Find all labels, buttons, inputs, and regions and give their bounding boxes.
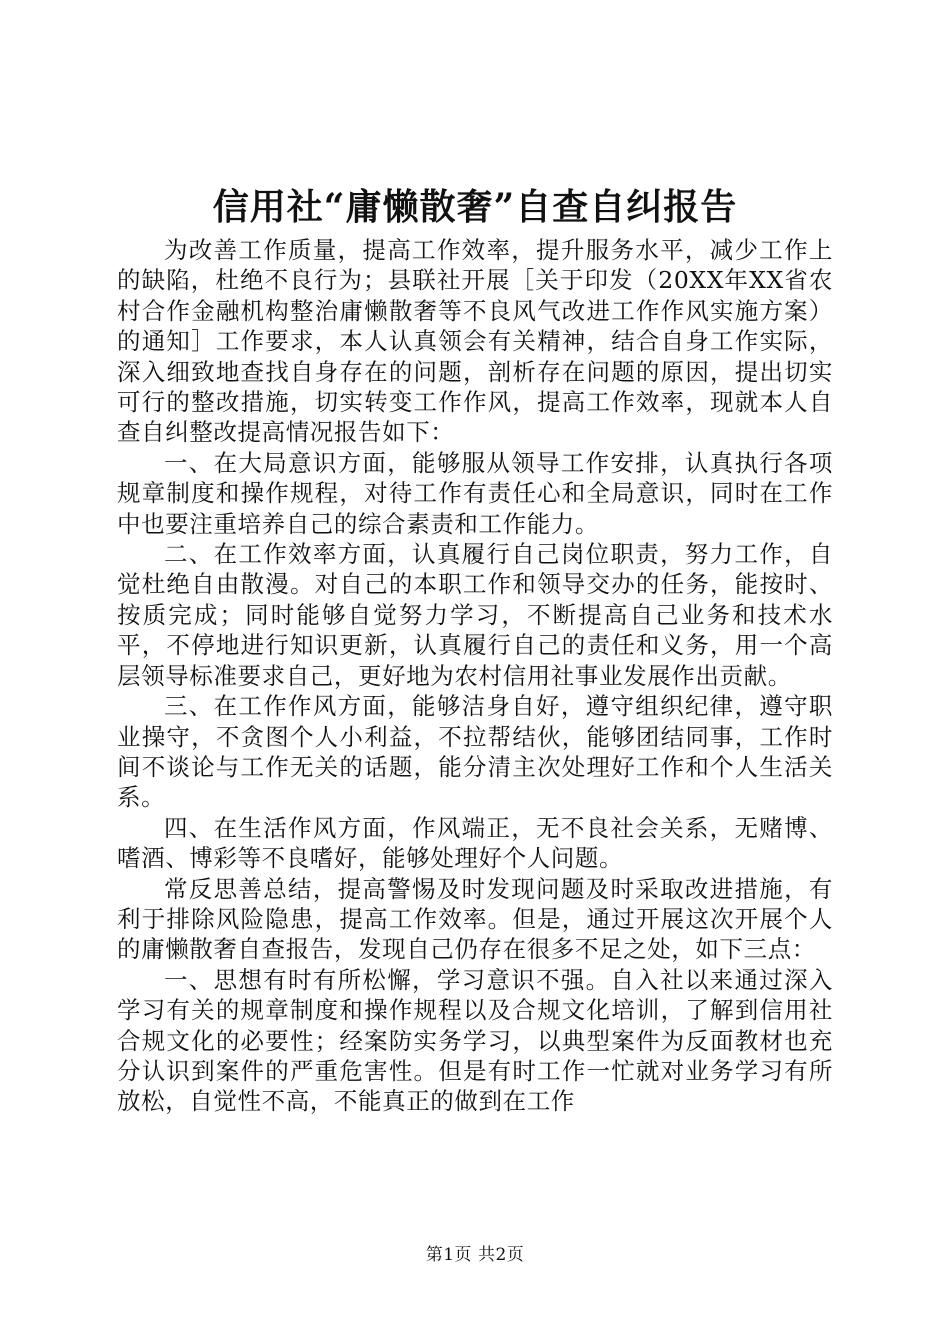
paragraph-work-efficiency: 二、在工作效率方面，认真履行自己岗位职责，努力工作，自觉杜绝自由散漫。对自己的本职工作和领导交办的任务，能按时、按质完成；同时能够自觉努力学习，不断提高自己业务和技术水平，不停地进行知识更新，认真履行自己的责任和义务，用一个高层领导标准要求自己，更好地为农村信用社事业发展作出贡献。 (117, 540, 833, 690)
paragraph-reflection: 常反思善总结，提高警惕及时发现问题及时采取改进措施，有利于排除风险隐患，提高工作效率。但是，通过开展这次开展个人的庸懒散奢自查报告，发现自己仍存在很多不足之处，如下三点： (117, 874, 833, 964)
document-body (117, 235, 833, 1117)
paragraph-work-style: 三、在工作作风方面，能够洁身自好，遵守组织纪律，遵守职业操守，不贪图个人小利益，不拉帮结伙，能够团结同事，工作时间不谈论与工作无关的话题，能分清主次处理好工作和个人生活关系。 (117, 692, 833, 812)
paragraph-shortcoming-1: 一、思想有时有所松懈，学习意识不强。自入社以来通过深入学习有关的规章制度和操作规程以及合规文化培训，了解到信用社合规文化的必要性；经案防实务学习，以典型案件为反面教材也充分认识到案件的严重危害性。但是有时工作一忙就对业务学习有所放松，自觉性不高，不能真正的做到在工作 (117, 965, 833, 1116)
page-number-footer: 第1页 共2页 (425, 1245, 525, 1265)
paragraph-intro: 为改善工作质量，提高工作效率，提升服务水平，减少工作上的缺陷，杜绝不良行为；县联社开展［关于印发（20XX年XX省农村合作金融机构整治庸懒散奢等不良风气改进工作作风实施方案）的通知］工作要求，本人认真领会有关精神，结合自身工作实际，深入细致地查找自身存在的问题，剖析存在问题的原因，提出切实可行的整改措施，切实转变工作作风，提高工作效率，现就本人自查自纠整改提高情况报告如下： (117, 236, 833, 447)
paragraph-overall-awareness: 一、在大局意识方面，能够服从领导工作安排，认真执行各项规章制度和操作规程，对待工作有责任心和全局意识，同时在工作中也要注重培养自己的综合素责和工作能力。 (117, 448, 833, 538)
paragraph-life-style: 四、在生活作风方面，作风端正，无不良社会关系，无赌博、嗜酒、博彩等不良嗜好，能够处理好个人问题。 (117, 813, 833, 873)
document-title: 信用社“庸懒散奢”自查自纠报告 (212, 186, 738, 228)
